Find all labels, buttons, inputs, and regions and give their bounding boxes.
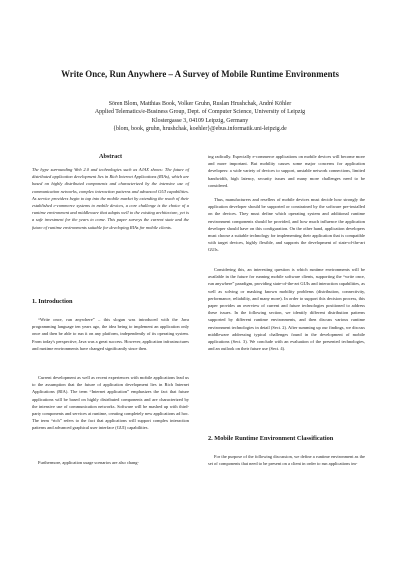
author-block [20, 100, 380, 134]
author-emails: {blom, book, gruhn, hrushchak, koehler}@ebus.informatik.uni-leipzig.de [113, 126, 287, 133]
intro-paragraph: Current development as well as recent experiences with mobile applications lead us to the assumption that the future of application development lies in Rich Internet Applications (RIA). The term “Internet application” emphasizes the fact that future applications will be based on highly distributed components and are characterized by the intensive use of communication networks. Software will be mashed up with third-party components and services at runtime, creating completely new applications ad hoc. The term “rich” refers to the fact that applications will support complex interaction patterns and advanced graphical user interface (GUI) capabilities. [32, 375, 189, 431]
body-paragraph: Thus, manufacturers and resellers of mobile devices must decide how strongly the application developer should be supported or constrained by the software pre-installed on the devices. They must define which operating system and additional runtime environment components should be provided, and how much influence the application developer should have on this configuration. On the other hand, application developers must choose a suitable technology for implementing their application that is compatible with target devices, highly flexible, and supports the development of state-of-the-art GUIs. [208, 197, 365, 253]
section-2-heading: 2. Mobile Runtime Environment Classification [208, 435, 334, 442]
abstract-heading: Abstract [98, 153, 123, 160]
section-1-heading: 1. Introduction [32, 298, 73, 305]
body-paragraph: ing radically. Especially e-commerce applications on mobile devices will become more and more important. But mobility causes some major concerns for application developers: a wide variety of devices to support, unstable network connections, limited bandwidth, high latency, security issues and many more challenges need to be considered. [208, 154, 365, 188]
author-address: Klostergasse 3, 04109 Leipzig, Germany [151, 117, 249, 124]
intro-paragraph: Furthermore, application usage scenarios are also chang- [38, 460, 139, 465]
section-2-paragraph: For the purpose of the following discussion, we define a runtime environment as the set of components that need to be present on a client in order to run applications im- [208, 454, 365, 467]
intro-paragraph: “Write once, run anywhere” – this slogan was introduced with the Java programming language ten years ago, the idea being to implement an application only once and then be able to run it on any platform, independently of its operating system. From today's perspective, Java was a great success. However, application infrastructures and runtime environments have changed significantly since then. [32, 317, 189, 351]
abstract-text: The hype surrounding Web 2.0 and technologies such as AJAX shows: The future of distributed application development lies in Rich Internet Applications (RIAs), which are based on highly distributed components and characterized by the intensive use of communication networks, complex interaction patterns and advanced GUI capabilities. As service providers begin to tap into the mobile market by extending the reach of their established e-commerce systems to mobile devices, a core challenge is the choice of a runtime environment and middleware that adapts well to the existing architecture, yet is a safe investment for the years to come. This paper surveys the current state and the future of runtime environments suitable for developing RIAs for mobile clients. [32, 167, 189, 230]
author-affiliation: Applied Telematics/e-Business Group, Dept. of Computer Science, University of Leipzig [94, 109, 306, 116]
body-paragraph: Considering this, an interesting question is which runtime environments will be available in the future for running mobile software clients, supporting the “write once, run anywhere” paradigm, providing state-of-the-art GUIs and interaction capabilities, as well as solving or masking known mobility problems (distribution, connectivity, performance, reliability, and many more). In order to support this decision process, this paper provides an overview of current and future technologies positioned to address these issues. In the following section, we identify different distribution patterns supported by different runtime environments, and then discuss various runtime environment technologies in detail (Sect. 2). After summing up our findings, we discuss middleware addressing typical challenges found in the development of mobile applications (Sect. 3). We conclude with an evaluation of the presented technologies, and an outlook on their future use (Sect. 4). [208, 267, 365, 352]
author-names: Sören Blom, Matthias Book, Volker Gruhn, Ruslan Hrushchak, André Köhler [108, 101, 292, 107]
paper-title: Write Once, Run Anywhere – A Survey of Mobile Runtime Environments [61, 69, 339, 79]
